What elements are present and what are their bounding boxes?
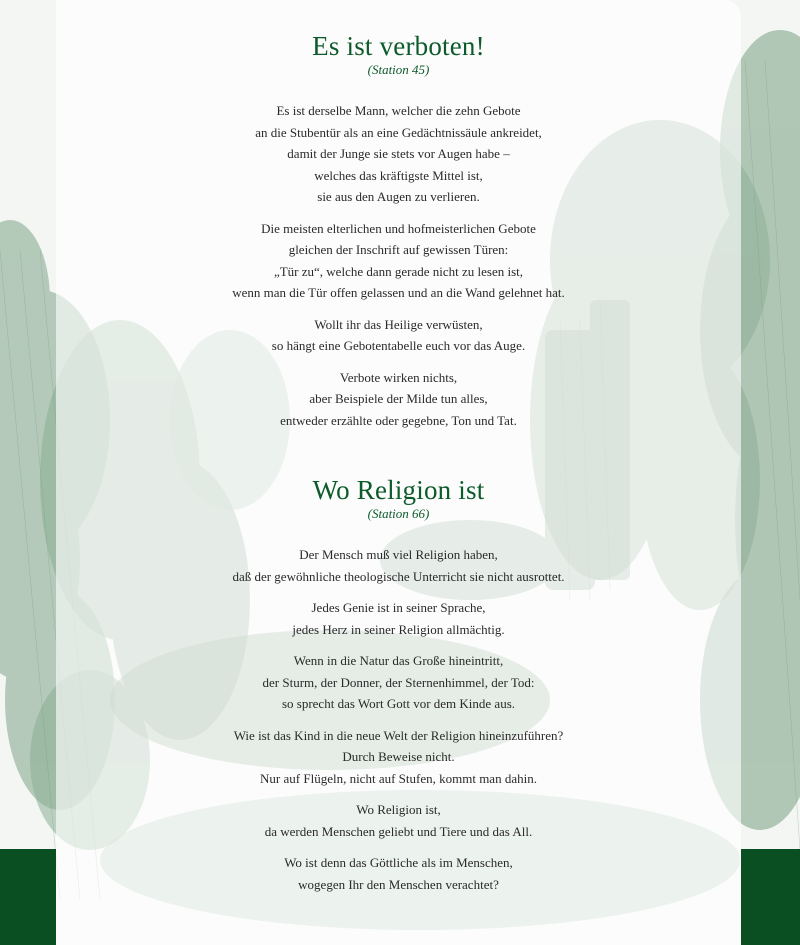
verse-line: so sprecht das Wort Gott vor dem Kinde aus. [281, 696, 516, 711]
verse-line: da werden Menschen geliebt und Tiere und das All. [264, 823, 533, 839]
verse-line: wenn man die Tür offen gelassen und an die Wand gelehnet hat. [232, 285, 565, 300]
verse-line: Die meisten elterlichen und hofmeisterlichen Gebote [261, 220, 536, 236]
verse-line: Durch Beweise nicht. [342, 749, 455, 764]
section-verboten [56, 30, 741, 431]
stanza [56, 650, 741, 715]
verse-line: aber Beispiele der Milde tun alles, [309, 391, 488, 406]
section-title: Wo Religion ist [312, 475, 485, 505]
verse-line: Wenn in die Natur das Große hineintritt, [293, 653, 504, 668]
verse-line: damit der Junge sie stets vor Augen habe – [287, 146, 510, 161]
verse-line: wogegen Ihr den Menschen verachtet? [298, 876, 499, 892]
verse-line: Wie ist das Kind in die neue Welt der Religion hineinzuführen? [233, 727, 564, 743]
stanza [56, 367, 741, 432]
verse-line: entweder erzählte oder gegebne, Ton und Tat. [280, 412, 517, 428]
verse-line: Verbote wirken nichts, [339, 369, 458, 385]
verse-line: der Sturm, der Donner, der Sternenhimmel, der Tod: [262, 674, 535, 690]
stanza [56, 314, 741, 357]
verse-line: gleichen der Inschrift auf gewissen Türen: [288, 242, 509, 257]
section-religion [56, 474, 741, 895]
stanza [56, 725, 741, 790]
verse-line: an die Stubentür als an eine Gedächtnissäule ankreidet, [255, 124, 542, 140]
verse-line: jedes Herz in seiner Religion allmächtig. [292, 621, 505, 637]
verse-line: Nur auf Flügeln, nicht auf Stufen, kommt man dahin. [260, 770, 537, 786]
verse-line: „Tür zu“, welche dann gerade nicht zu lesen ist, [273, 263, 524, 279]
stanza [56, 799, 741, 842]
stanza [56, 218, 741, 304]
station-label: (Station 66) [367, 506, 430, 521]
footer-band-right [741, 849, 800, 945]
stanza [56, 852, 741, 895]
stanza [56, 597, 741, 640]
section-title: Es ist verboten! [312, 31, 485, 61]
verse-line: sie aus den Augen zu verlieren. [317, 189, 480, 204]
verse-line: so hängt eine Gebotentabelle euch vor das Auge. [271, 338, 526, 353]
verse-line: daß der gewöhnliche theologische Unterricht sie nicht ausrottet. [232, 568, 565, 584]
stanza [56, 544, 741, 587]
verse-line: Es ist derselbe Mann, welcher die zehn Gebote [276, 103, 521, 118]
verse-line: Jedes Genie ist in seiner Sprache, [311, 600, 486, 615]
stanza [56, 100, 741, 208]
station-label: (Station 45) [367, 62, 430, 77]
verse-line: Wo ist denn das Göttliche als im Menschen, [284, 855, 513, 870]
verse-line: welches das kräftigste Mittel ist, [314, 167, 483, 183]
verse-line: Wollt ihr das Heilige verwüsten, [314, 316, 483, 332]
verse-line: Wo Religion ist, [356, 802, 441, 817]
footer-band-left [0, 849, 56, 945]
verse-line: Der Mensch muß viel Religion haben, [299, 547, 498, 562]
